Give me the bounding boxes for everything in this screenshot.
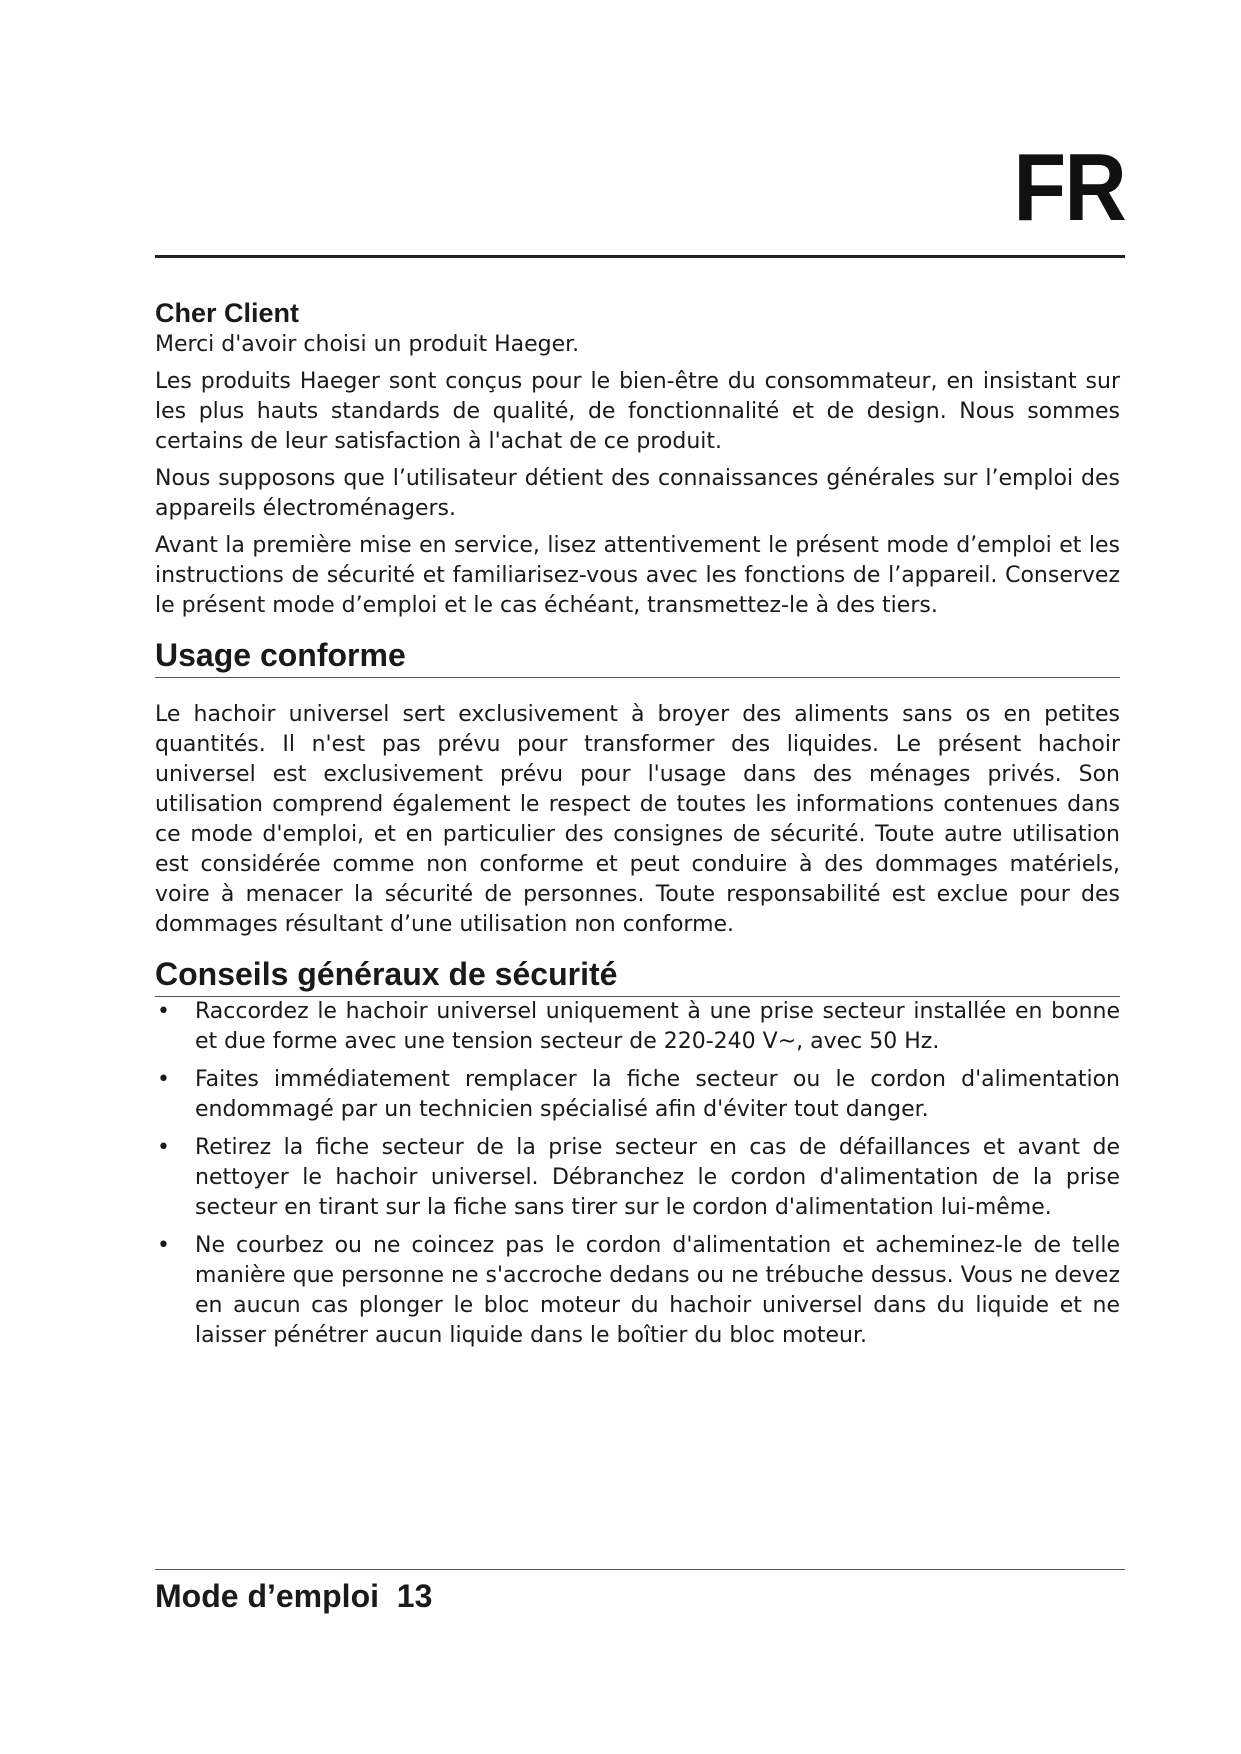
- bullet-icon: •: [157, 1135, 170, 1160]
- safety-list-item: [155, 997, 1120, 1057]
- greeting-heading: Cher Client: [155, 298, 300, 328]
- language-code: FR: [1013, 134, 1125, 241]
- intro-paragraph-4: Avant la première mise en service, lisez attentivement le présent mode d’emploi et les instructions de sécurité et familiarisez-vous avec les fonctions de l’appareil. Conservez le présent mode d’emploi et le cas échéant, transmettez-le à des tiers.: [155, 533, 1120, 618]
- safety-list: [155, 997, 1120, 1351]
- safety-list-item: [155, 1065, 1120, 1125]
- safety-section-title: Conseils généraux de sécurité: [155, 954, 1120, 997]
- manual-page: [155, 0, 1125, 1754]
- usage-paragraph: Le hachoir universel sert exclusivement à broyer des aliments sans os en petites quantités. Il n'est pas prévu pour transformer des liquides. Le présent hachoir universel est exclusivement prévu pour l'usage dans des ménages privés. Son utilisation comprend également le respect de toutes les informations contenues dans ce mode d'emploi, et en particulier des consignes de sécurité. Toute autre utilisation est considérée comme non conforme et peut conduire à des dommages matériels, voire à menacer la sécurité de personnes. Toute responsabilité est exclue pour des dommages résultant d’une utilisation non conforme.: [155, 702, 1120, 937]
- safety-list-item: [155, 1231, 1120, 1351]
- footer-divider: [155, 1569, 1125, 1570]
- footer-label: Mode d’emploi: [155, 1578, 379, 1614]
- intro-paragraph-2: Les produits Haeger sont conçus pour le bien-être du consommateur, en insistant sur les plus hauts standards de qualité, de fonctionnalité et de design. Nous sommes certains de leur satisfaction à l'achat de ce produit.: [155, 369, 1120, 454]
- page-content: [155, 296, 1120, 1351]
- bullet-icon: •: [157, 1233, 170, 1258]
- safety-item-text: Ne courbez ou ne coincez pas le cordon d'alimentation et acheminez-le de telle manière que personne ne s'accroche dedans ou ne trébuche dessus. Vous ne devez en aucun cas plonger le bloc moteur du hachoir universel dans du liquide et ne laisser pénétrer aucun liquide dans le boîtier du bloc moteur.: [195, 1233, 1120, 1348]
- bullet-icon: •: [157, 1067, 170, 1092]
- page-footer: [155, 1576, 432, 1616]
- usage-section-title: Usage conforme: [155, 635, 1120, 678]
- safety-list-item: [155, 1133, 1120, 1223]
- header-divider: [155, 255, 1125, 258]
- page-number: 13: [396, 1578, 433, 1614]
- intro-paragraph-3: Nous supposons que l’utilisateur détient des connaissances générales sur l’emploi des appareils électroménagers.: [155, 466, 1120, 521]
- safety-item-text: Faites immédiatement remplacer la fiche secteur ou le cordon d'alimentation endommagé par un technicien spécialisé afin d'éviter tout danger.: [195, 1067, 1120, 1122]
- intro-paragraph-1: Merci d'avoir choisi un produit Haeger.: [155, 332, 580, 357]
- safety-item-text: Retirez la fiche secteur de la prise secteur en cas de défaillances et avant de nettoyer le hachoir universel. Débranchez le cordon d'alimentation de la prise secteur en tirant sur la fiche sans tirer sur le cordon d'alimentation lui-même.: [195, 1135, 1120, 1220]
- safety-item-text: Raccordez le hachoir universel uniquement à une prise secteur installée en bonne et due forme avec une tension secteur de 220-240 V~, avec 50 Hz.: [195, 999, 1120, 1054]
- bullet-icon: •: [157, 999, 170, 1024]
